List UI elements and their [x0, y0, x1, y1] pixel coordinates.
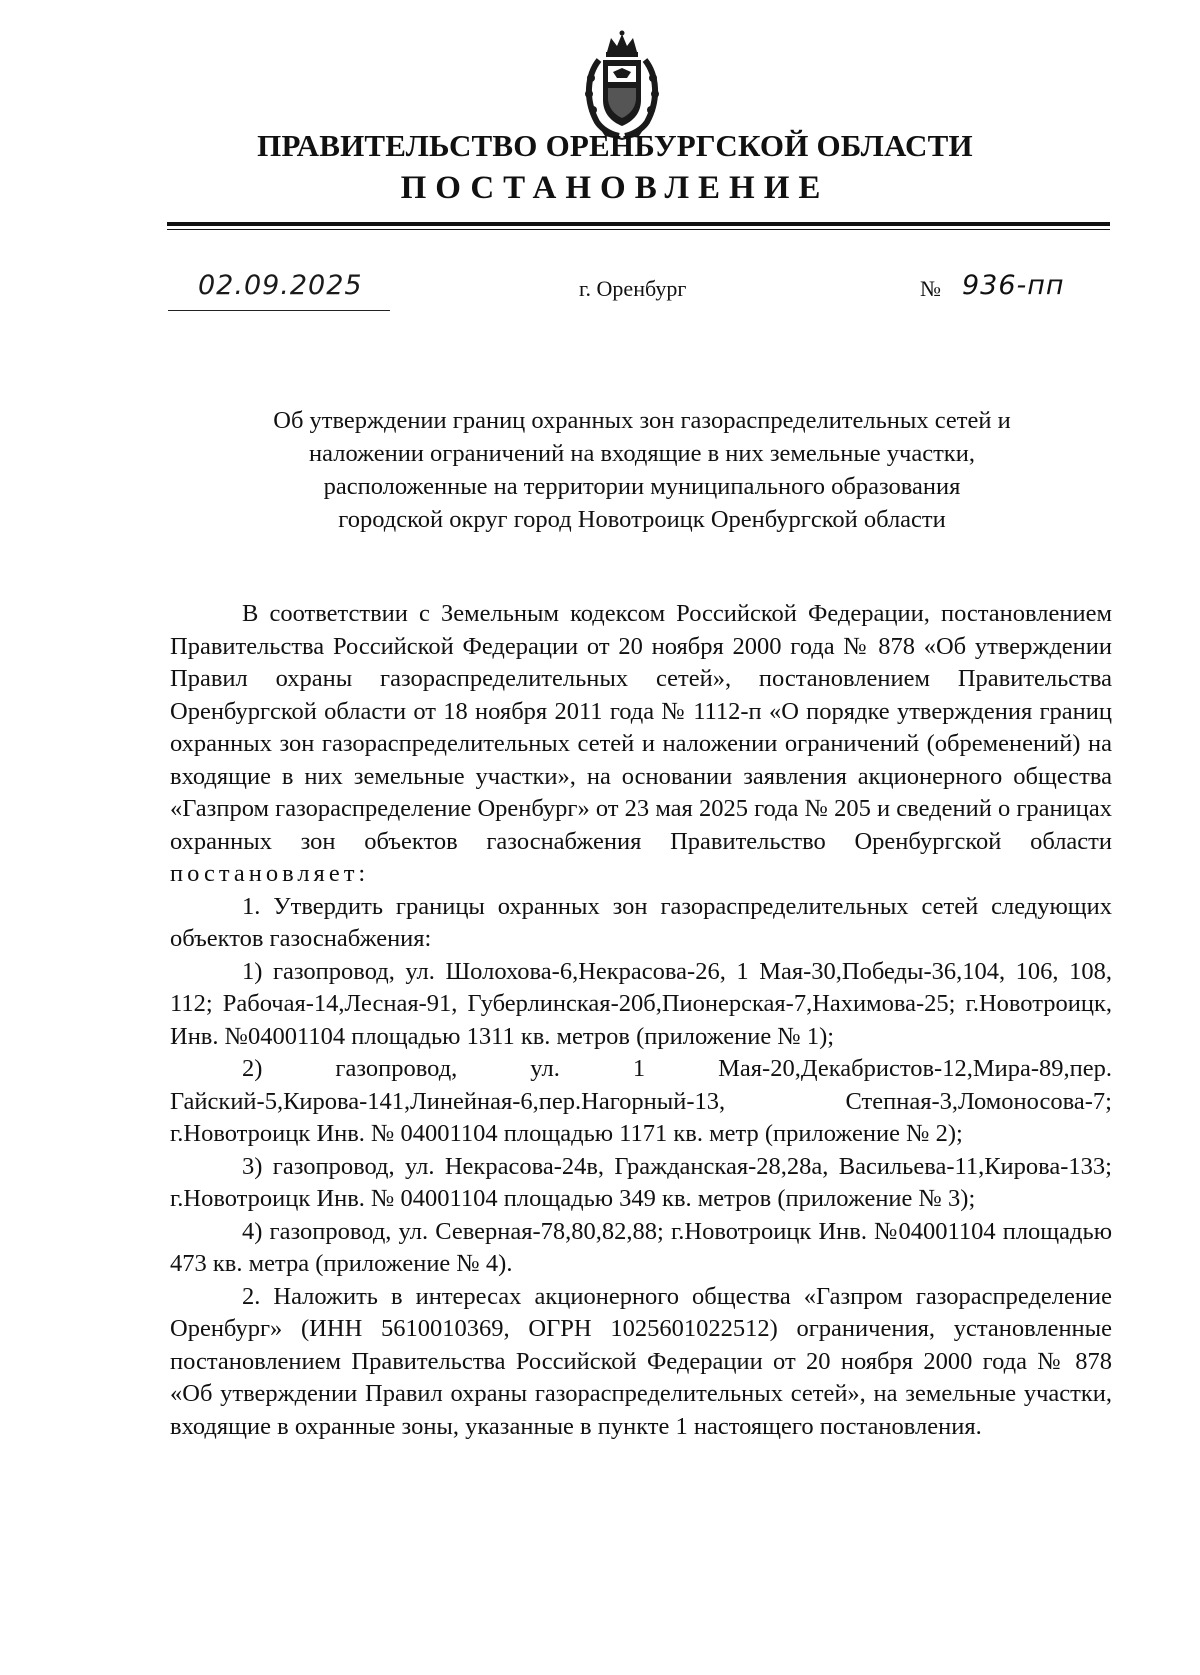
document-number-field: [920, 270, 1095, 310]
decree-word: постановляет:: [170, 860, 370, 887]
document-body: [170, 598, 1112, 1443]
document-number: 936-пп: [962, 270, 1065, 301]
document-type-heading: ПОСТАНОВЛЕНИЕ: [400, 170, 830, 206]
document-date: 02.09.2025: [198, 270, 363, 301]
item-2-paragraph: 2. Наложить в интересах акционерного общества «Газпром газораспределение Оренбург» (ИНН 5610010369, ОГРН 1025601022512) ограничения, установленные постановлением Правительства Российской Федерации от 20 ноября 2000 года № 878 «Об утверждении Правил охраны газораспределительных сетей», на земельные участки, входящие в охранные зоны, указанные в пункте 1 настоящего постановления.: [170, 1282, 1112, 1440]
subitem-2-paragraph: 2) газопровод, ул. 1 Мая-20,Декабристов-12,Мира-89,пер. Гайский-5,Кирова-141,Линейная-6,пер.Нагорный-13, Степная-3,Ломоносова-7; г.Новотроицк Инв. № 04001104 площадью 1171 кв. метр (приложение № 2);: [170, 1055, 1112, 1147]
organization-title: ПРАВИТЕЛЬСТВО ОРЕНБУРГСКОЙ ОБЛАСТИ: [257, 128, 973, 163]
document-city: г. Оренбург: [579, 276, 687, 301]
subitem-1-paragraph: 1) газопровод, ул. Шолохова-6,Некрасова-26, 1 Мая-30,Победы-36,104, 106, 108, 112; Рабочая-14,Лесная-91, Губерлинская-20б,Пионерская-7,Нахимова-25; г.Новотроицк, Инв. №04001104 площадью 1311 кв. метров (приложение № 1);: [170, 957, 1112, 1050]
header-divider-thick: [167, 222, 1110, 226]
number-sign: №: [920, 276, 941, 301]
subject-line: наложении ограничений на входящие в них земельные участки,: [309, 440, 975, 467]
item-1-paragraph: 1. Утвердить границы охранных зон газораспределительных сетей следующих объектов газоснабжения:: [170, 892, 1112, 952]
subject-line: расположенные на территории муниципального образования: [323, 473, 961, 500]
subitem-3-paragraph: 3) газопровод, ул. Некрасова-24в, Гражданская-28,28а, Васильева-11,Кирова-133; г.Новотроицк Инв. № 04001104 площадью 349 кв. метров (приложение № 3);: [170, 1152, 1112, 1212]
preamble-text: В соответствии с Земельным кодексом Российской Федерации, постановлением Правительства Российской Федерации от 20 ноября 2000 года № 878 «Об утверждении Правил охраны газораспределительных сетей», постановлением Правительства Оренбургской области от 18 ноября 2011 года № 1112-п «О порядке утверждения границ охранных зон газораспределительных сетей и наложении ограничений (обременений) на входящие в них земельные участки», на основании заявления акционерного общества «Газпром газораспределение Оренбург» от 23 мая 2025 года № 205 и сведений о границах охранных зон объектов газоснабжения Правительство Оренбургской области: [170, 600, 1112, 855]
subitem-4-paragraph: 4) газопровод, ул. Северная-78,80,82,88; г.Новотроицк Инв. №04001104 площадью 473 кв. метра (приложение № 4).: [170, 1217, 1112, 1277]
header-divider-thin: [167, 229, 1110, 230]
preamble-paragraph: [170, 598, 1112, 891]
document-subject: [170, 404, 1114, 536]
coat-of-arms-emblem: [577, 30, 667, 140]
document-date-field: [168, 270, 390, 311]
subject-line: Об утверждении границ охранных зон газораспределительных сетей и: [273, 407, 1011, 434]
subject-line: городской округ город Новотроицк Оренбургской области: [338, 506, 946, 533]
